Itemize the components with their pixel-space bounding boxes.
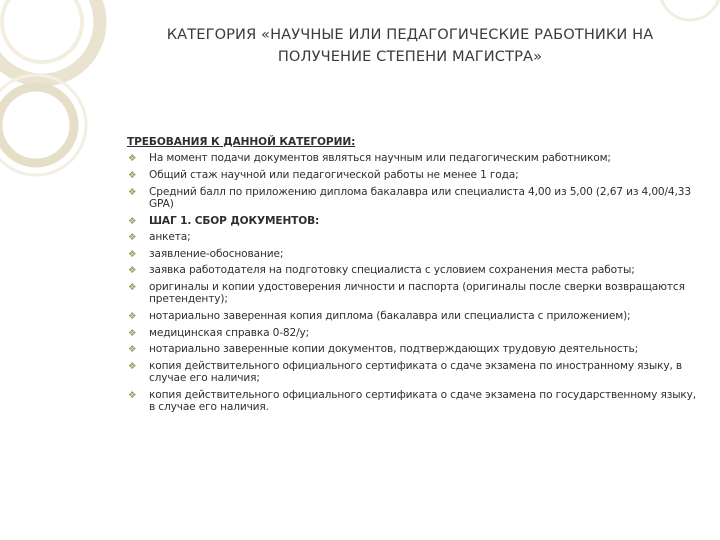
list-item-text: Общий стаж научной или педагогической работы не менее 1 года; <box>149 169 519 181</box>
ring-right-corner <box>660 0 720 20</box>
section-heading: ТРЕБОВАНИЯ К ДАННОЙ КАТЕГОРИИ: <box>127 136 356 148</box>
list-item-step-heading <box>127 215 697 227</box>
requirements-list <box>127 152 697 413</box>
diamond-bullet-icon: ❖ <box>128 186 137 198</box>
list-item-text: На момент подачи документов являться научным или педагогическим работником; <box>149 152 611 165</box>
list-item <box>127 152 697 164</box>
diamond-bullet-icon: ❖ <box>128 170 137 181</box>
list-item <box>127 389 697 414</box>
diamond-bullet-icon: ❖ <box>128 281 137 293</box>
title-line-1: КАТЕГОРИЯ «НАУЧНЫЕ ИЛИ ПЕДАГОГИЧЕСКИЕ РАБОТНИКИ НА <box>166 26 654 43</box>
diamond-bullet-icon: ❖ <box>128 389 137 401</box>
diamond-bullet-icon: ❖ <box>128 310 137 322</box>
list-item-text: нотариально заверенная копия диплома (бакалавра или специалиста с приложением); <box>149 309 631 322</box>
diamond-bullet-icon: ❖ <box>128 248 137 260</box>
list-item <box>127 169 697 181</box>
list-item-text: заявление-обоснование; <box>149 247 284 260</box>
list-item <box>127 231 697 243</box>
list-item-text: Средний балл по приложению диплома бакалавра или специалиста 4,00 из 5,00 (2,67 из 4,00/4,33 GPA) <box>149 185 691 210</box>
ring-middle-outer <box>0 75 86 175</box>
list-item-text: заявка работодателя на подготовку специалиста с условием сохранения места работы; <box>149 264 635 277</box>
list-item-text: копия действительного официального сертификата о сдаче экзамена по иностранному языку, в случае его наличия; <box>149 359 682 385</box>
list-item-text: копия действительного официального сертификата о сдаче экзамена по государственному языку, в случае его наличия. <box>149 388 696 414</box>
list-item-text: анкета; <box>149 231 191 244</box>
list-item-text: нотариально заверенные копии документов, подтверждающих трудовую деятельность; <box>149 343 639 356</box>
ring-top-large <box>0 0 100 80</box>
list-item-text: ШАГ 1. СБОР ДОКУМЕНТОВ: <box>149 214 320 227</box>
content-body <box>127 136 697 418</box>
ring-middle <box>0 87 74 163</box>
page-title <box>130 24 690 68</box>
diamond-bullet-icon: ❖ <box>128 232 137 244</box>
list-item <box>127 186 697 211</box>
diamond-bullet-icon: ❖ <box>128 360 137 372</box>
list-item <box>127 327 697 339</box>
list-item <box>127 343 697 355</box>
diamond-bullet-icon: ❖ <box>128 265 137 277</box>
list-item <box>127 264 697 276</box>
ring-top-inner <box>2 0 82 62</box>
title-line-2: ПОЛУЧЕНИЕ СТЕПЕНИ МАГИСТРА» <box>277 48 543 65</box>
list-item-text: оригиналы и копии удостоверения личности и паспорта (оригиналы после сверки возвращаются претенденту); <box>149 280 685 306</box>
diamond-bullet-icon: ❖ <box>128 327 137 339</box>
diamond-bullet-icon: ❖ <box>128 215 137 227</box>
list-item <box>127 281 697 306</box>
diamond-bullet-icon: ❖ <box>128 344 137 356</box>
list-item <box>127 248 697 260</box>
list-item <box>127 310 697 322</box>
list-item <box>127 360 697 385</box>
list-item-text: медицинская справка 0-82/у; <box>149 326 310 339</box>
diamond-bullet-icon: ❖ <box>128 153 137 165</box>
